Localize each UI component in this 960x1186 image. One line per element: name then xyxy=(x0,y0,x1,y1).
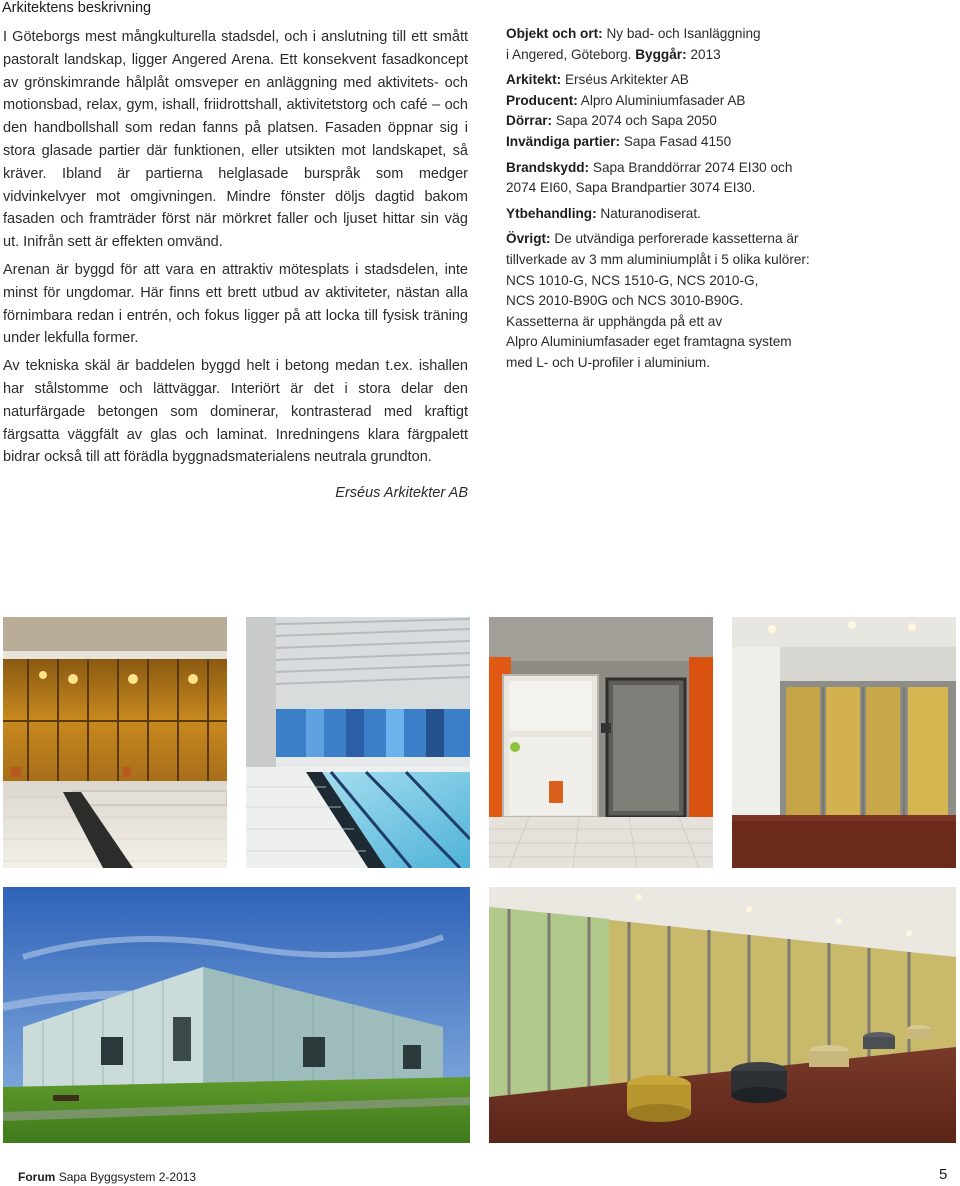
spec-fire-label: Brandskydd: xyxy=(506,159,590,175)
spec-interior-value: Sapa Fasad 4150 xyxy=(623,133,732,149)
spec-other-value-5: Kassetterna är upphängda på ett av xyxy=(506,313,723,329)
spec-fire-value-2: 2074 EI60, Sapa Brandpartier 3074 EI30. xyxy=(506,180,756,196)
spec-finish-label: Ytbehandling: xyxy=(506,205,597,221)
spec-interior xyxy=(506,132,846,153)
spec-object-value-1: Ny bad- och Isanläggning xyxy=(606,26,761,41)
spec-object xyxy=(506,24,846,65)
spec-architect-label: Arkitekt: xyxy=(506,72,562,88)
spec-architect-value: Erséus Arkitekter AB xyxy=(564,72,689,88)
spec-object-label: Objekt och ort: xyxy=(506,26,603,41)
article-paragraph-3: Av tekniska skäl är baddelen byggd helt i betong medan t.ex. ishallen har stålstomme och lättväggar. Interiört är det i stora delar den naturfärgade betongen som dominerar, kontrasterad med kraftigt färgsatta väggfält av glas och laminat. Inredningens klara färgpalett bidrar också till att förädla byggnadsmaterialens neutrala grundton. xyxy=(3,358,468,466)
spec-other-value-2: tillverkade av 3 mm aluminiumplåt i 5 olika kulörer: xyxy=(506,251,810,267)
spec-interior-label: Invändiga partier: xyxy=(506,133,621,149)
article-body xyxy=(3,26,468,505)
article-author: Erséus Arkitekter AB xyxy=(335,485,468,502)
spec-producer xyxy=(506,91,846,112)
spec-finish xyxy=(506,204,846,225)
page-footer xyxy=(18,1170,196,1184)
spec-other-value-6: Alpro Aluminiumfasader eget framtagna system xyxy=(506,334,792,350)
spec-other xyxy=(506,229,846,373)
spec-producer-value: Alpro Aluminiumfasader AB xyxy=(580,92,746,108)
photo-building-exterior xyxy=(3,887,470,1143)
spec-doors-label: Dörrar: xyxy=(506,113,553,129)
spec-doors xyxy=(506,111,846,132)
photo-orange-entrance xyxy=(489,617,713,868)
photo-perforated-doors xyxy=(732,617,956,868)
spec-object-value-2: i Angered, Göteborg. xyxy=(506,46,632,62)
page-number: 5 xyxy=(939,1166,948,1183)
spec-architect xyxy=(506,70,846,91)
photo-pool-warm-glass xyxy=(3,617,227,868)
spec-fire-value-1: Sapa Branddörrar 2074 EI30 och xyxy=(592,159,793,175)
spec-year-value: 2013 xyxy=(690,46,721,62)
spec-year-label: Byggår: xyxy=(635,46,687,62)
section-heading: Arkitektens beskrivning xyxy=(2,0,152,16)
footer-brand: Forum xyxy=(18,1170,56,1184)
footer-publication: Sapa Byggsystem 2-2013 xyxy=(58,1170,197,1184)
spec-other-value-3: NCS 1010-G, NCS 1510-G, NCS 2010-G, xyxy=(506,272,759,288)
photo-swimming-pool xyxy=(246,617,470,868)
spec-other-value-7: med L- och U-profiler i aluminium. xyxy=(506,354,710,370)
project-specs xyxy=(506,24,846,379)
spec-doors-value: Sapa 2074 och Sapa 2050 xyxy=(555,113,717,129)
spec-other-label: Övrigt: xyxy=(506,231,551,247)
spec-other-value-1: De utvändiga perforerade kassetterna är xyxy=(554,231,799,247)
spec-fire xyxy=(506,158,846,199)
spec-finish-value: Naturanodiserat. xyxy=(600,205,701,221)
spec-other-value-4: NCS 2010-B90G och NCS 3010-B90G. xyxy=(506,293,744,309)
article-paragraph-2: Arenan är byggd för att vara en attraktiv mötesplats i stadsdelen, inte minst för ungdomar. Här finns ett brett utbud av aktiviteter, nästan alla förnimbara redan i entrén, och fokus ligger på att locka till fysisk träning under lekfulla former. xyxy=(3,261,468,347)
photo-interior-lounge xyxy=(489,887,956,1143)
spec-producer-label: Producent: xyxy=(506,92,578,108)
article-paragraph-1: I Göteborgs mest mångkulturella stadsdel, och i anslutning till ett smått pastoralt landskap, ligger Angered Arena. Ett konsekvent fasadkoncept av grönskimrande hålplåt omsveper en anläggning med aktivitets- och motionsbad, relax, gym, ishall, friidrottshall, aktivitetstorg och café – och den handbollshall som redan fanns på platsen. Fasaden öppnar sig i stora glasade partier där funktionen, eller utsikten mot landskapet, så kräver. Ibland är partierna helglasade burspråk som medger vidvinkelvyer mot omgivningen. Mindre fönster döljs dagtid bakom fasaden och framträder först när mörkret faller och ljuset hittar sin väg ut. Inifrån sett är effekten omvänd. xyxy=(3,29,468,251)
